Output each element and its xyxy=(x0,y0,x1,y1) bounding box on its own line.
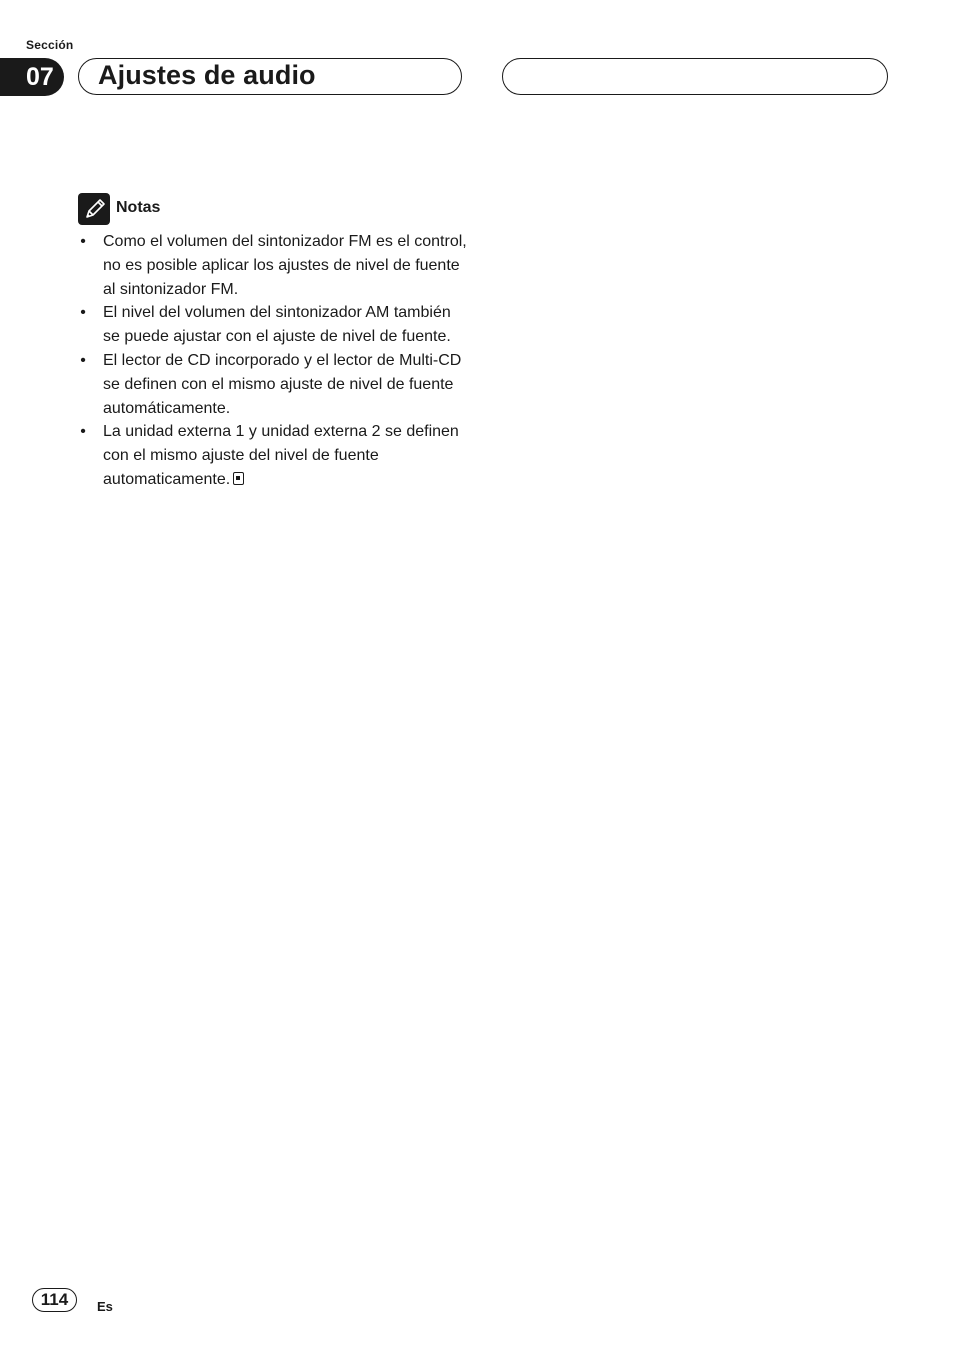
list-item xyxy=(78,301,468,349)
section-number: 07 xyxy=(26,63,54,91)
bullet: • xyxy=(80,304,86,322)
end-mark-icon xyxy=(233,472,244,485)
pencil-icon xyxy=(78,193,110,225)
bullet: • xyxy=(80,351,86,369)
notes-heading: Notas xyxy=(116,199,161,216)
note-text: Como el volumen del sintonizador FM es el control, no es posible aplicar los ajustes de nivel de fuente al sintonizador FM. xyxy=(103,233,467,298)
notes-list xyxy=(78,230,468,492)
list-item xyxy=(78,230,468,301)
page-number: 114 xyxy=(40,1290,69,1309)
note-text: La unidad externa 1 y unidad externa 2 se definen con el mismo ajuste del nivel de fuente automaticamente. xyxy=(103,423,459,488)
bullet: • xyxy=(80,423,86,441)
list-item xyxy=(78,349,468,420)
language-code: Es xyxy=(97,1299,113,1314)
note-text: El lector de CD incorporado y el lector de Multi-CD se definen con el mismo ajuste de nivel de fuente automáticamente. xyxy=(103,351,462,417)
page-title: Ajustes de audio xyxy=(98,60,316,90)
right-header-frame xyxy=(502,58,888,95)
section-label: Sección xyxy=(26,38,74,52)
bullet: • xyxy=(80,233,86,250)
list-item xyxy=(78,420,468,491)
note-text: El nivel del volumen del sintonizador AM también se puede ajustar con el ajuste de nivel de fuente. xyxy=(103,304,451,346)
